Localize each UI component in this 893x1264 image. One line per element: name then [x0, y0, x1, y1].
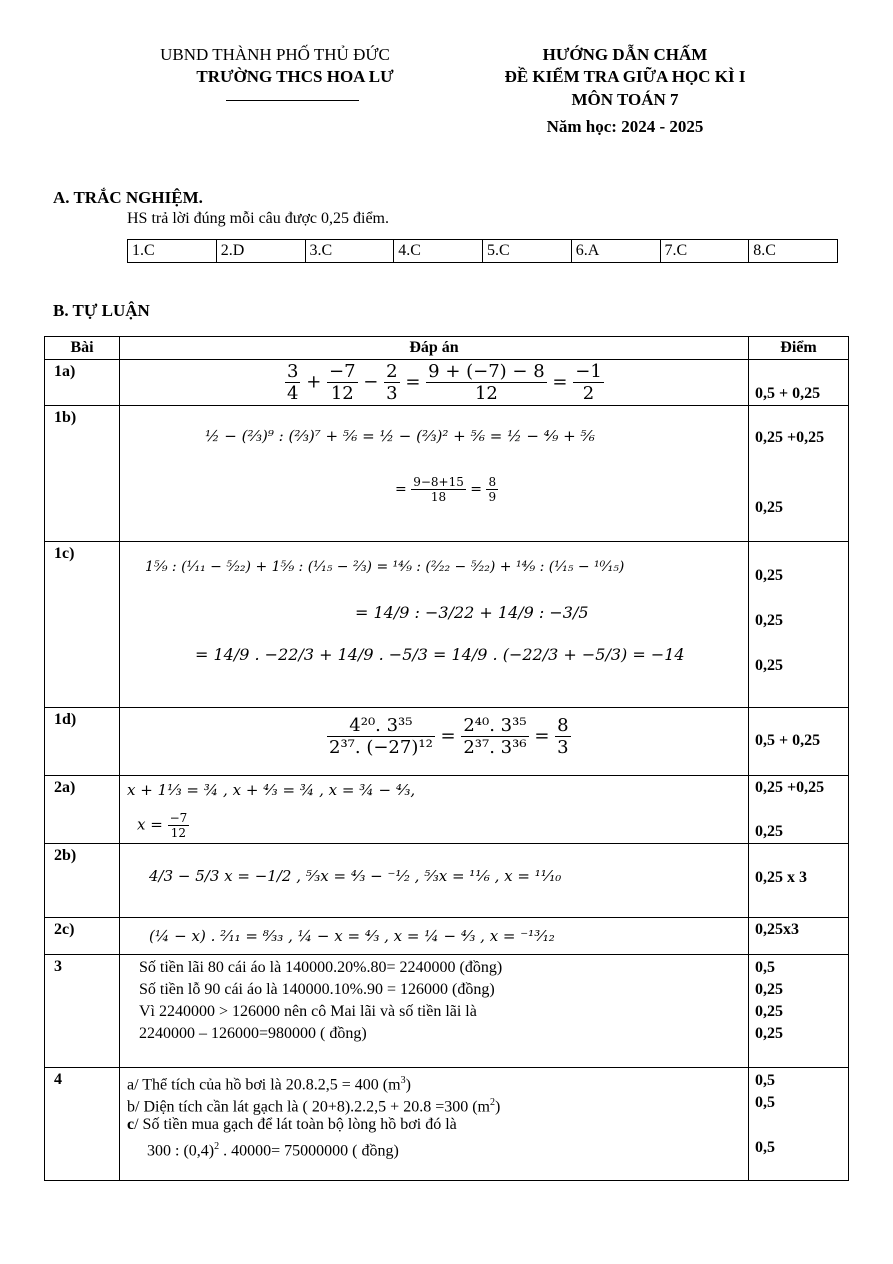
equation-1c-line3: = 14/9 . −22/3 + 14/9 . −5/3 = 14/9 . (−22/3 + −5/3) = −14 — [195, 645, 685, 664]
equation-1c-line1: 1⁵⁄₉ : (¹⁄₁₁ − ⁵⁄₂₂) + 1⁵⁄₉ : (¹⁄₁₅ − ⅔) = ¹⁴⁄₉ : (²⁄₂₂ − ⁵⁄₂₂) + ¹⁴⁄₉ : (¹⁄₁₅ − ¹⁰⁄₁₅) — [145, 559, 625, 575]
text-line: Số tiền lỗ 90 cái áo là 140000.10%.90 = 126000 (đồng) — [139, 981, 495, 998]
row-divider — [45, 917, 848, 918]
subject-title: MÔN TOÁN 7 — [571, 90, 679, 109]
exam-title: ĐỀ KIỂM TRA GIỮA HỌC KÌ I — [504, 67, 746, 86]
points: 0,25 — [755, 1025, 783, 1042]
text-line: c/ Số tiền mua gạch để lát toàn bộ lòng hồ bơi đó là — [127, 1116, 457, 1133]
text-line: Số tiền lãi 80 cái áo là 140000.20%.80= 2240000 (đồng) — [139, 959, 503, 976]
equation-1d: $\frac{\text{4²⁰. 3³⁵}}{\text{2³⁷. (−27)¹²}}$ = $\frac{\text{2⁴⁰. 3³⁵}}{\text{2³⁷. 3³⁶}}$ = $\frac{8}{3}$ — [329, 715, 569, 758]
row-divider — [45, 707, 848, 708]
equation-2a-line1: x + 1⅓ = ¾ , x + ⁴⁄₃ = ¾ , x = ¾ − ⁴⁄₃, — [127, 781, 416, 799]
row-label: 1d) — [54, 711, 77, 728]
school-year: Năm học: 2024 - 2025 — [546, 117, 704, 136]
col-divider — [748, 337, 749, 1180]
answer-key-table — [44, 336, 849, 1181]
col-header-dap-an: Đáp án — [409, 339, 459, 356]
row-divider — [45, 843, 848, 844]
text-line: a/ Thể tích của hồ bơi là 20.8.2,5 = 400 $(m^3)$ — [127, 1075, 411, 1094]
points: 0,25 — [755, 1003, 783, 1020]
answer-table — [127, 239, 838, 263]
equation-2a-line2: x = $\frac{-7}{12}$ — [137, 811, 188, 840]
row-divider — [45, 405, 848, 406]
equation-1b-line1: ½ − (⅔)⁹ : (⅔)⁷ + ⁵⁄₆ = ½ − (⅔)² + ⁵⁄₆ = ½ − ⁴⁄₉ + ⁵⁄₆ — [205, 427, 595, 445]
equation-1b-line2: = $\frac{9-8+15}{18}$ = $\frac{8}{9}$ — [395, 475, 497, 504]
answer-cell: 6.A — [572, 240, 661, 262]
answer-cell: 4.C — [394, 240, 483, 262]
answer-cell: 7.C — [661, 240, 750, 262]
points: 0,5 + 0,25 — [755, 385, 821, 402]
row-label: 1c) — [54, 545, 75, 562]
row-label: 3 — [54, 958, 62, 975]
points: 0,25 +0,25 — [755, 779, 825, 796]
points: 0,5 — [755, 959, 775, 976]
text-line: 2240000 – 126000=980000 ( đồng) — [139, 1025, 367, 1042]
points: 0,25 +0,25 — [755, 429, 825, 446]
points: 0,5 — [755, 1072, 775, 1089]
row-label: 2b) — [54, 847, 77, 864]
header-divider — [226, 100, 359, 101]
equation-1a: $\frac{3}{4}$ + $\frac{-7}{12}$ − $\frac{2}{3}$ = $\frac{9 + (-7) - 8}{12}$ = $\frac{-1}{2}$ — [287, 361, 602, 404]
section-a-note: HS trả lời đúng mỗi câu được 0,25 điểm. — [127, 210, 389, 227]
points: 0,25 — [755, 499, 783, 516]
row-label: 1b) — [54, 409, 77, 426]
points: 0,25 — [755, 823, 783, 840]
row-divider — [45, 359, 848, 360]
points: 0,25 — [755, 567, 783, 584]
text-line: 300 : $(0,4)^2$ . 40000= 75000000 ( đồng) — [147, 1141, 399, 1160]
points: 0,25 — [755, 981, 783, 998]
school-district: UBND THÀNH PHỐ THỦ ĐỨC — [160, 45, 390, 64]
answer-cell: 2.D — [217, 240, 306, 262]
points: 0,25 x 3 — [755, 869, 807, 886]
text-line: Vì 2240000 > 126000 nên cô Mai lãi và số tiền lãi là — [139, 1003, 477, 1020]
points: 0,5 + 0,25 — [755, 732, 821, 749]
col-header-diem: Điểm — [780, 339, 817, 356]
points: 0,5 — [755, 1094, 775, 1111]
row-divider — [45, 1067, 848, 1068]
section-b-title: B. TỰ LUẬN — [53, 301, 150, 320]
answer-cell: 5.C — [483, 240, 572, 262]
row-divider — [45, 775, 848, 776]
row-label: 2c) — [54, 921, 75, 938]
row-divider — [45, 541, 848, 542]
points: 0,25x3 — [755, 921, 799, 938]
section-a-title: A. TRẮC NGHIỆM. — [53, 188, 203, 207]
row-label: 1a) — [54, 363, 76, 380]
row-label: 4 — [54, 1071, 62, 1088]
points: 0,25 — [755, 657, 783, 674]
equation-2c: (¼ − x) . ²⁄₁₁ = ⁸⁄₃₃ , ¼ − x = ⁴⁄₃ , x = ¼ − ⁴⁄₃ , x = ⁻¹³⁄₁₂ — [149, 927, 555, 945]
col-divider — [119, 337, 120, 1180]
equation-1c-line2: = 14/9 : −3/22 + 14/9 : −3/5 — [355, 603, 589, 622]
answer-cell: 3.C — [306, 240, 395, 262]
points: 0,5 — [755, 1139, 775, 1156]
col-header-bai: Bài — [70, 339, 94, 356]
doc-title: HƯỚNG DẪN CHẤM — [542, 45, 708, 64]
row-divider — [45, 954, 848, 955]
school-name: TRƯỜNG THCS HOA LƯ — [196, 67, 394, 86]
answer-cell: 1.C — [128, 240, 217, 262]
text-line: b/ Diện tích cần lát gạch là ( 20+8).2.2,5 + 20.8 =300 $(m^2)$ — [127, 1097, 501, 1116]
points: 0,25 — [755, 612, 783, 629]
answer-cell: 8.C — [753, 242, 776, 259]
equation-2b: 4/3 − 5/3 x = −1/2 , ⁵⁄₃x = ⁴⁄₃ − ⁻¹⁄₂ , ⁵⁄₃x = ¹¹⁄₆ , x = ¹¹⁄₁₀ — [149, 867, 562, 885]
row-label: 2a) — [54, 779, 76, 796]
